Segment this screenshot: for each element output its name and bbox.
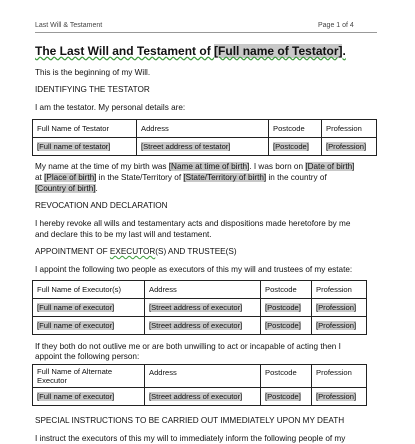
th-address: Address — [145, 281, 261, 299]
cell-executor-name[interactable]: [Full name of executor] — [33, 317, 145, 335]
th-profession: Profession — [312, 281, 367, 299]
th-profession: Profession — [312, 365, 367, 388]
table-row — [33, 299, 367, 317]
birth-paragraph-line1: My name at the time of my birth was [Name at time of birth]. I was born on [Date of birth] — [35, 162, 355, 171]
birth-state-field[interactable]: [State/Territory of birth] — [183, 173, 267, 182]
table-row — [33, 138, 377, 156]
th-postcode: Postcode — [261, 365, 312, 388]
table-row — [33, 317, 367, 335]
header-page-number: Page 1 of 4 — [318, 22, 354, 29]
spellcheck-word: EXECUTOR — [109, 247, 156, 256]
appoint-text: I appoint the following two people as executors of this my will and trustees of my estate: — [35, 265, 353, 274]
heading-special-instructions: SPECIAL INSTRUCTIONS TO BE CARRIED OUT IMMEDIATELY UPON MY DEATH — [35, 416, 345, 425]
alternate-executor-table — [32, 364, 367, 406]
heading-revocation: REVOCATION AND DECLARATION — [35, 201, 168, 210]
instruct-text: I instruct the executors of this my will to immediately inform the following people of my — [35, 434, 346, 443]
birth-country-field[interactable]: [Country of birth] — [35, 184, 96, 193]
cell-address[interactable]: [Street address of executor] — [145, 299, 261, 317]
title-placeholder[interactable]: [Full name of Testator] — [214, 44, 343, 58]
executor-table — [32, 280, 367, 335]
cell-postcode[interactable]: [Postcode] — [261, 317, 312, 335]
table-row — [33, 388, 367, 406]
revocation-line2: and declare this to be my last will and testament. — [35, 230, 212, 239]
table-header-row — [33, 281, 367, 299]
cell-address[interactable]: [Street address of executor] — [145, 388, 261, 406]
heading-identifying: IDENTIFYING THE TESTATOR — [35, 85, 150, 94]
th-full-name: Full Name of Testator — [33, 120, 137, 138]
header-title: Last Will & Testament — [35, 22, 103, 29]
birth-date-field[interactable]: [Date of birth] — [305, 162, 355, 171]
intro-text: This is the beginning of my Will. — [35, 68, 151, 77]
cell-profession[interactable]: [Profession] — [322, 138, 377, 156]
cell-postcode[interactable]: [Postcode] — [269, 138, 322, 156]
revocation-line1: I hereby revoke all wills and testamentary acts and dispositions made heretofore by me — [35, 219, 351, 228]
th-executor-name: Full Name of Executor(s) — [33, 281, 145, 299]
heading-appointment: APPOINTMENT OF EXECUTOR(S) AND TRUSTEE(S) — [35, 247, 237, 256]
document-title[interactable] — [35, 44, 346, 58]
birth-name-field[interactable]: [Name at time of birth] — [168, 162, 250, 171]
cell-address[interactable]: [Street address of testator] — [137, 138, 269, 156]
personal-details-intro: I am the testator. My personal details are: — [35, 103, 186, 112]
birth-place-field[interactable]: [Place of birth] — [44, 173, 97, 182]
cell-postcode[interactable]: [Postcode] — [261, 299, 312, 317]
th-address: Address — [137, 120, 269, 138]
cell-alternate-name[interactable]: [Full name of executor] — [33, 388, 145, 406]
table-header-row — [33, 120, 377, 138]
th-alternate-name: Full Name of Alternate Executor — [33, 365, 145, 388]
cell-profession[interactable]: [Profession] — [312, 299, 367, 317]
alternate-line2: appoint the following person: — [35, 352, 140, 361]
cell-profession[interactable]: [Profession] — [312, 317, 367, 335]
birth-paragraph-line3: [Country of birth]. — [35, 184, 98, 193]
birth-paragraph-line2: at [Place of birth] in the State/Territory of [State/Territory of birth] in the country of — [35, 173, 327, 182]
th-profession: Profession — [322, 120, 377, 138]
header-rule — [35, 32, 377, 33]
table-header-row — [33, 365, 367, 388]
title-prefix: The Last Will and Testament of — [35, 44, 215, 58]
cell-address[interactable]: [Street address of executor] — [145, 317, 261, 335]
th-postcode: Postcode — [269, 120, 322, 138]
th-address: Address — [145, 365, 261, 388]
th-postcode: Postcode — [261, 281, 312, 299]
cell-executor-name[interactable]: [Full name of executor] — [33, 299, 145, 317]
cell-postcode[interactable]: [Postcode] — [261, 388, 312, 406]
cell-full-name[interactable]: [Full name of testator] — [33, 138, 137, 156]
title-suffix: . — [342, 44, 346, 58]
alternate-line1: If they both do not outlive me or are both unwilling to act or incapable of acting then I — [35, 342, 341, 351]
cell-profession[interactable]: [Profession] — [312, 388, 367, 406]
testator-table — [32, 119, 377, 156]
